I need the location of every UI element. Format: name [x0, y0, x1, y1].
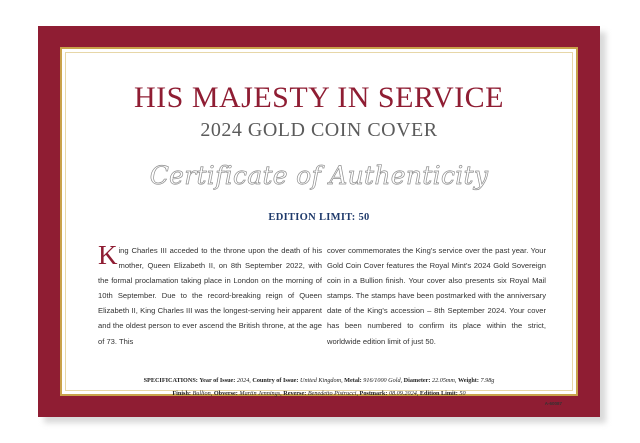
spec-country-label: Country of Issue: — [252, 377, 299, 384]
spec-postmark: 08.09.2024 — [388, 390, 417, 397]
spec-reverse: Benedetto Pistrucci — [307, 390, 357, 397]
spec-label: SPECIFICATIONS: — [143, 377, 198, 384]
spec-edition-limit: 50 — [459, 390, 466, 397]
spec-reverse-label: Reverse: — [283, 390, 307, 397]
spec-year: 2024 — [236, 377, 250, 384]
reference-code: A-60087 — [544, 401, 562, 406]
spec-obverse-label: Obverse: — [213, 390, 238, 397]
spec-metal-label: Metal: — [344, 377, 362, 384]
spec-postmark-label: Postmark: — [359, 390, 388, 397]
certificate-title: HIS MAJESTY IN SERVICE — [133, 81, 504, 114]
specifications-line-2: Finish: Bullion, Obverse: Martin Jennings, Reverse: Benedetto Pistrucci, Postmark: 08.09.2024, Edition Limit: 50 — [172, 390, 466, 397]
spec-obverse: Martin Jennings — [239, 390, 281, 397]
spec-diameter-label: Diameter: — [403, 377, 431, 384]
specifications — [62, 374, 576, 400]
body-text-right: cover commemorates the King's service over the past year. Your Gold Coin Cover features the Royal Mint's 2024 Gold Sovereign coin in a Bullion finish. Your cover also presents six Royal Mail stamps. The stamps have been postmarked with the anniversary date of the King's accession – 8th September 2024. Your cover has been numbered to confirm its place within the strict, worldwide edition limit of just 50. — [327, 246, 546, 346]
certificate-heading: Certificate of Authenticity — [149, 161, 489, 190]
spec-finish-label: Finish: — [172, 390, 191, 397]
body-text-left: ing Charles III acceded to the throne upon the death of his mother, Queen Elizabeth II, on 8th September 2022, with the formal proclamation taking place in London on the morning of 10th September. Due to the record-breaking reign of Queen Elizabeth II, King Charles III was the longest-serving heir apparent and the oldest person to ever ascend the British throne, at the age of 73. This — [98, 246, 322, 346]
body-column-right — [327, 243, 546, 349]
spec-diameter: 22.05mm — [432, 377, 455, 384]
spec-edition-label: Edition Limit: — [419, 390, 458, 397]
spec-year-label: Year of Issue: — [199, 377, 236, 384]
spec-weight: 7.98g — [480, 377, 495, 384]
specifications-line-1: SPECIFICATIONS: Year of Issue: 2024, Country of Issue: United Kingdom, Metal: 916/1000 Gold, Diameter: 22.05mm, Weight: 7.98g — [143, 377, 495, 384]
certificate-subtitle: 2024 GOLD COIN COVER — [200, 119, 438, 141]
drop-cap: K — [98, 240, 118, 270]
spec-metal: 916/1000 Gold — [363, 377, 401, 384]
spec-country: United Kingdom — [300, 377, 342, 384]
edition-limit: EDITION LIMIT: 50 — [268, 212, 370, 223]
certificate-panel — [60, 47, 578, 406]
spec-finish: Bullion — [192, 390, 211, 397]
certificate-frame — [38, 26, 600, 417]
body-column-left — [98, 240, 322, 349]
spec-weight-label: Weight: — [457, 377, 479, 384]
